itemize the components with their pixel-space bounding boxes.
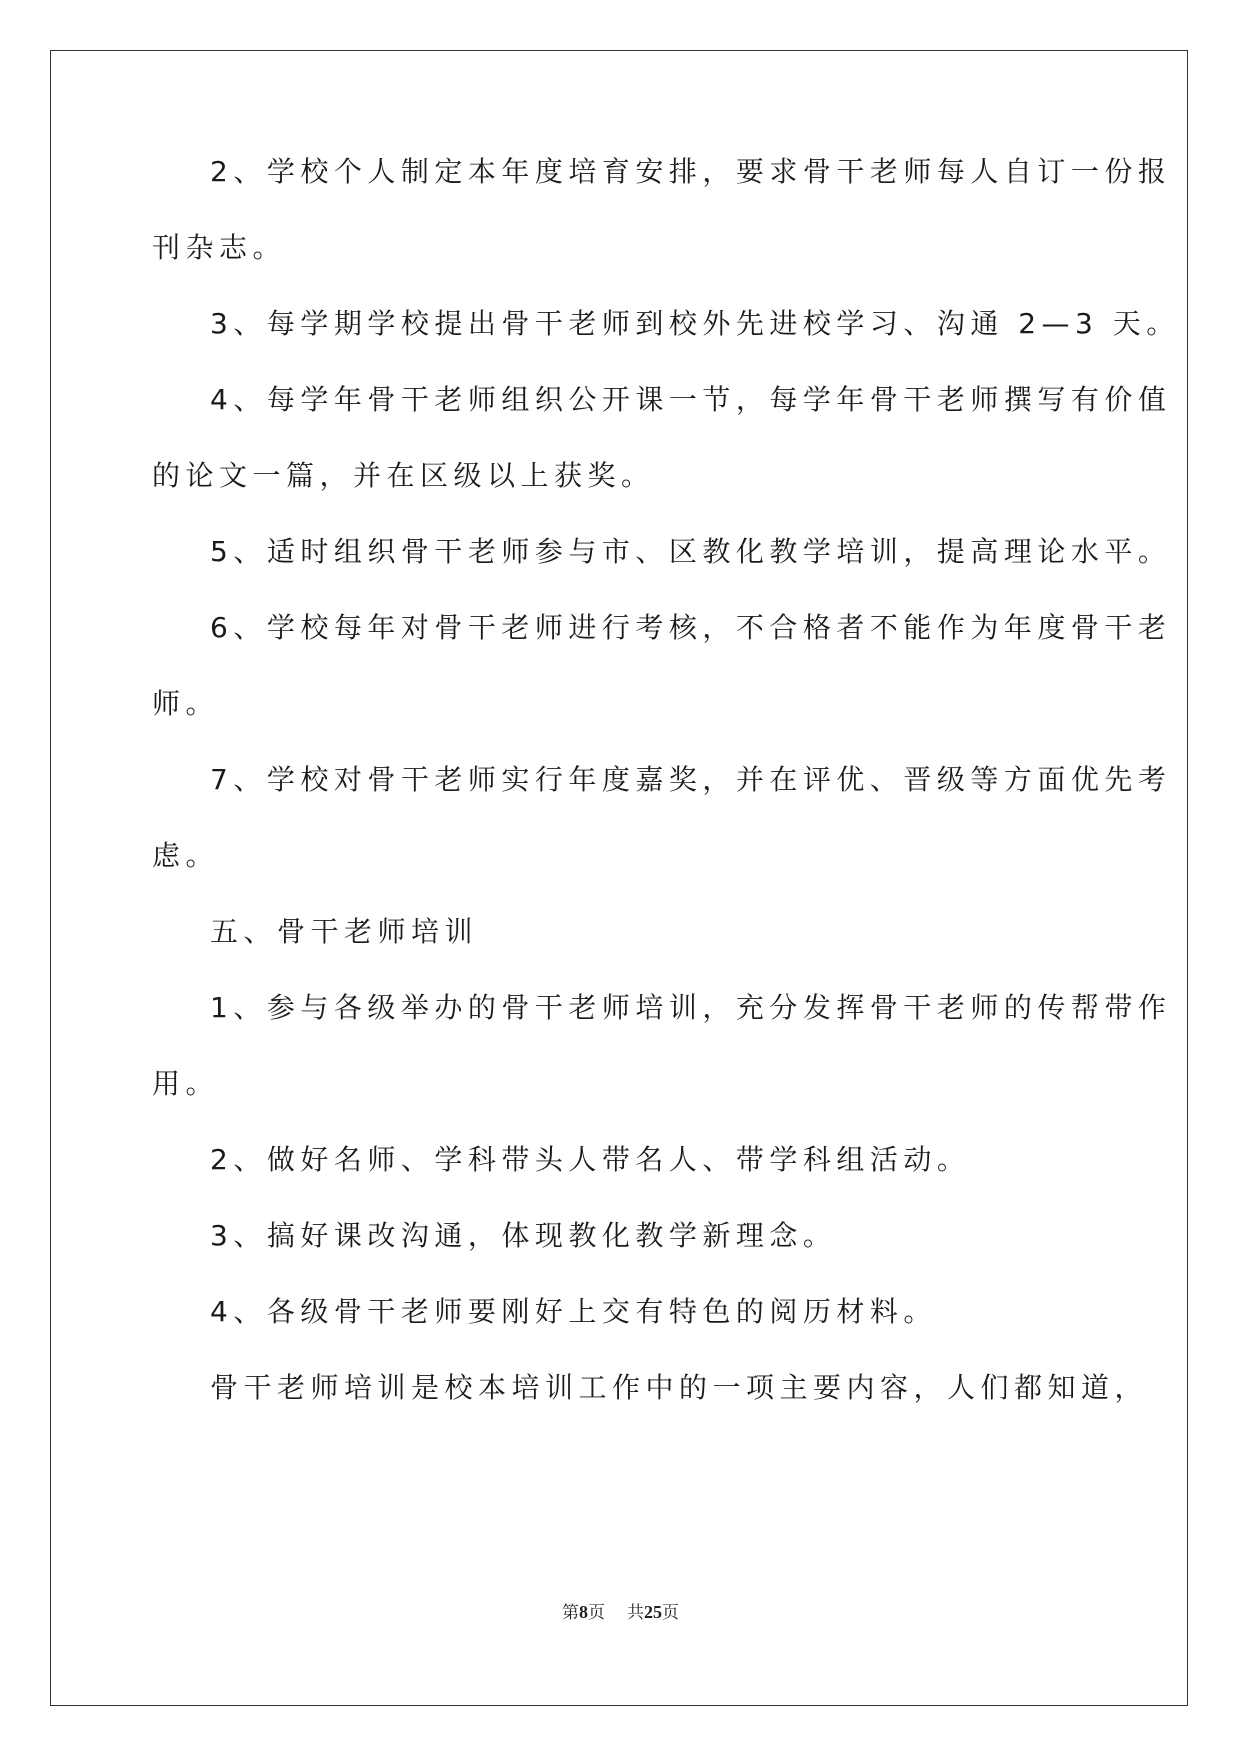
paragraph-line: 3、每学期学校提出骨干老师到校外先进校学习、沟通 2—3 天。 bbox=[210, 307, 1180, 340]
paragraph-line: 刊杂志。 bbox=[152, 231, 287, 264]
total-prefix: 共 bbox=[627, 1603, 644, 1623]
paragraph-line: 4、各级骨干老师要刚好上交有特色的阅历材料。 bbox=[210, 1295, 937, 1328]
page-prefix: 第 bbox=[562, 1603, 579, 1623]
total-suffix: 页 bbox=[662, 1603, 679, 1623]
paragraph-line: 6、学校每年对骨干老师进行考核，不合格者不能作为年度骨干老 bbox=[210, 611, 1172, 644]
paragraph-line: 5、适时组织骨干老师参与市、区教化教学培训，提高理论水平。 bbox=[210, 535, 1172, 568]
total-page-number: 25 bbox=[644, 1602, 662, 1622]
page-footer bbox=[0, 1598, 1241, 1623]
current-page-number: 8 bbox=[579, 1602, 588, 1622]
section-heading: 五、骨干老师培训 bbox=[210, 915, 479, 948]
paragraph-line: 2、做好名师、学科带头人带名人、带学科组活动。 bbox=[210, 1143, 971, 1176]
paragraph-line: 虑。 bbox=[152, 839, 220, 872]
paragraph-line: 2、学校个人制定本年度培育安排，要求骨干老师每人自订一份报 bbox=[210, 155, 1172, 188]
paragraph-line: 骨干老师培训是校本培训工作中的一项主要内容，人们都知道， bbox=[210, 1371, 1149, 1404]
paragraph-line: 用。 bbox=[152, 1067, 220, 1100]
paragraph-line: 4、每学年骨干老师组织公开课一节，每学年骨干老师撰写有价值 bbox=[210, 383, 1172, 416]
paragraph-line: 7、学校对骨干老师实行年度嘉奖，并在评优、晋级等方面优先考 bbox=[210, 763, 1172, 796]
paragraph-line: 1、参与各级举办的骨干老师培训，充分发挥骨干老师的传帮带作 bbox=[210, 991, 1172, 1024]
paragraph-line: 的论文一篇，并在区级以上获奖。 bbox=[152, 459, 655, 492]
page-border bbox=[50, 50, 1188, 1706]
paragraph-line: 3、搞好课改沟通，体现教化教学新理念。 bbox=[210, 1219, 837, 1252]
paragraph-line: 师。 bbox=[152, 687, 220, 720]
page-suffix: 页 bbox=[588, 1603, 605, 1623]
